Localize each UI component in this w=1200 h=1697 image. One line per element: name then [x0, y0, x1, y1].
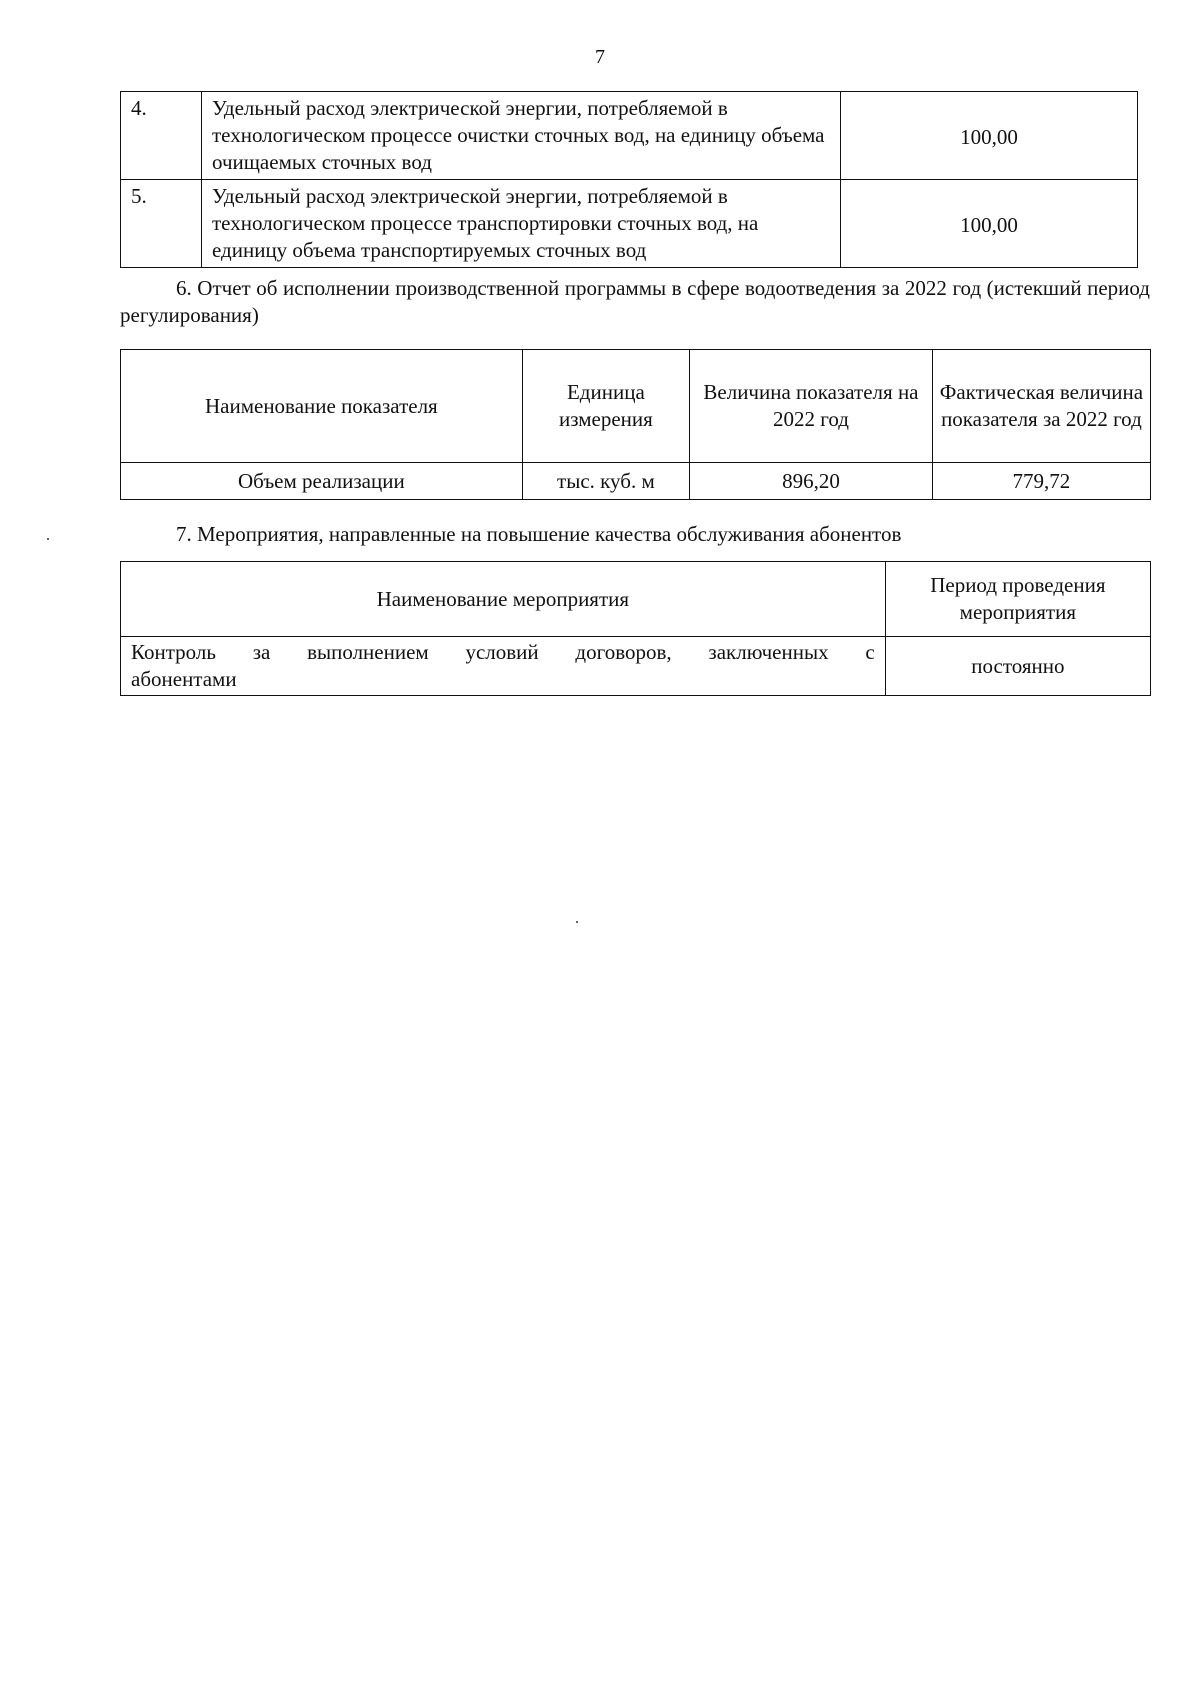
indicator-value: 100,00 [841, 180, 1138, 268]
section-6-heading: 6. Отчет об исполнении производственной программы в сфере водоотведения за 2022 год (истекший период регулирования) [120, 276, 1150, 327]
column-header: Наименование показателя [121, 350, 523, 463]
table-cell: Объем реализации [121, 463, 523, 500]
scan-speck [576, 921, 578, 923]
table-row [121, 637, 1151, 696]
column-header: Период проведения мероприятия [885, 562, 1150, 637]
table-cell: 779,72 [932, 463, 1150, 500]
table-header-row [121, 562, 1151, 637]
column-header: Величина показателя на 2022 год [690, 350, 933, 463]
indicator-name: Удельный расход электрической энергии, потребляемой в технологическом процессе очистки сточных вод, на единицу объема очищаемых сточных вод [202, 92, 841, 180]
indicator-value: 100,00 [841, 92, 1138, 180]
measures-table [120, 561, 1151, 696]
section-7-heading: 7. Мероприятия, направленные на повышение качества обслуживания абонентов [176, 522, 902, 546]
table-header-row [121, 350, 1151, 463]
production-report-table [120, 349, 1151, 500]
indicator-name: Удельный расход электрической энергии, потребляемой в технологическом процессе транспортировки сточных вод, на единицу объема транспортируемых сточных вод [202, 180, 841, 268]
table-cell: 896,20 [690, 463, 933, 500]
indicators-table [120, 91, 1138, 268]
row-number: 4. [121, 92, 202, 180]
table-cell: тыс. куб. м [522, 463, 689, 500]
scan-speck [47, 538, 49, 540]
table-row [121, 463, 1151, 500]
column-header: Фактическая величина показателя за 2022 год [932, 350, 1150, 463]
table-cell: Контроль за выполнением условий договоров, заключенных с абонентами [121, 637, 886, 696]
table-row [121, 180, 1138, 268]
row-number: 5. [121, 180, 202, 268]
column-header: Наименование мероприятия [121, 562, 886, 637]
table-row [121, 92, 1138, 180]
column-header: Единица измерения [522, 350, 689, 463]
table-cell: постоянно [885, 637, 1150, 696]
page-number: 7 [595, 46, 605, 68]
